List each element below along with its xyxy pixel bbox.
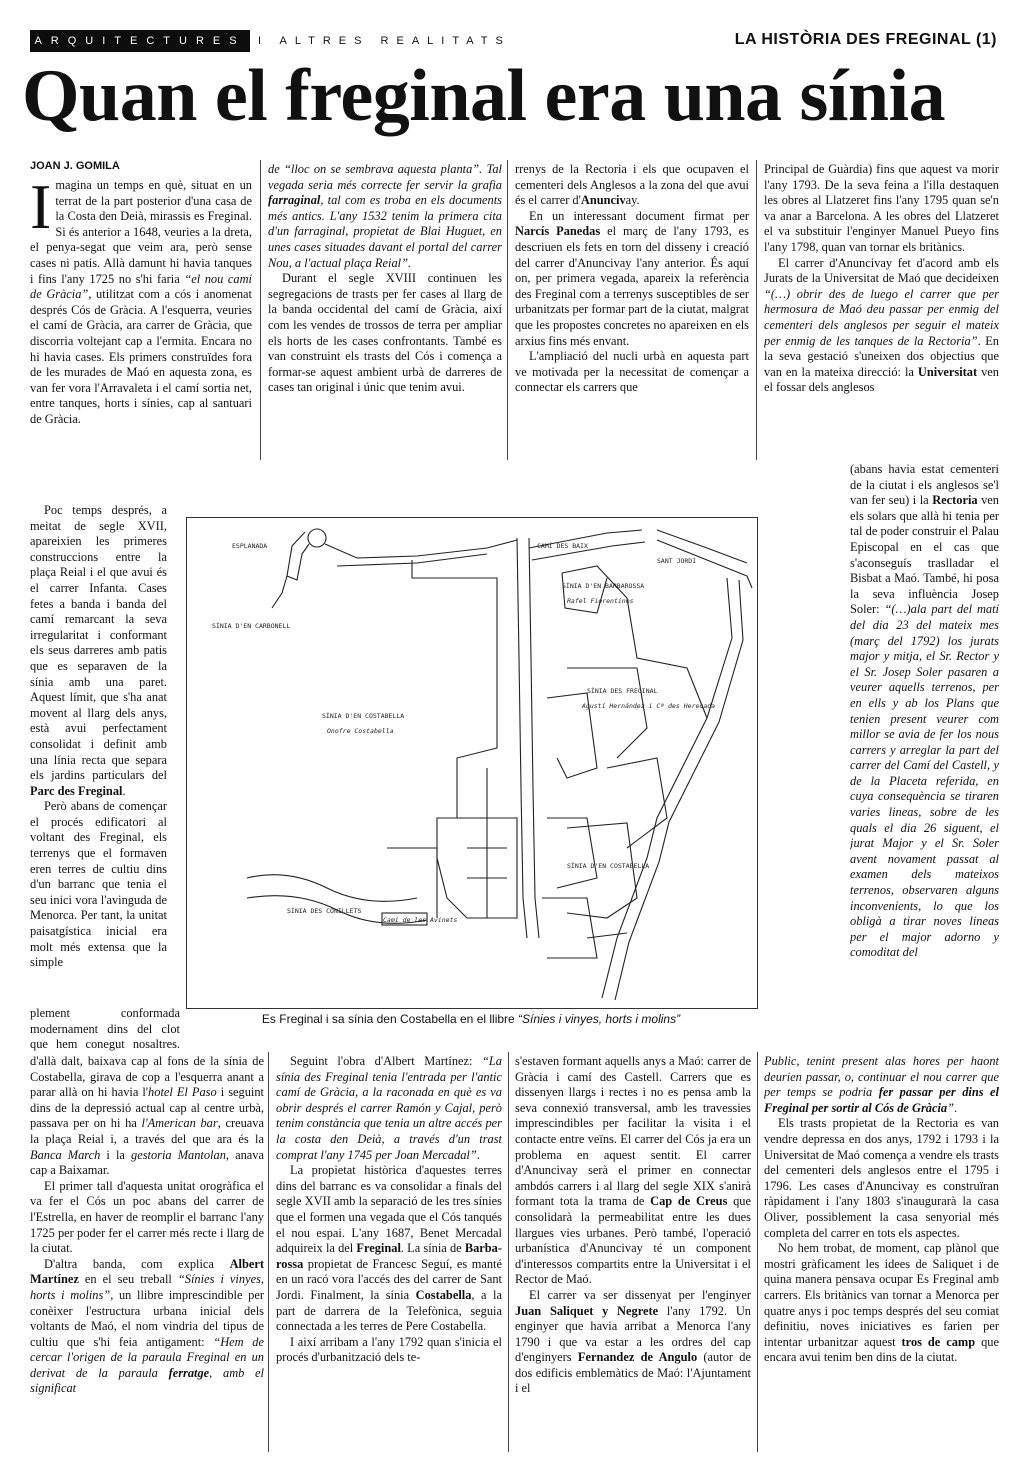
series-title: LA HISTÒRIA DES FREGINAL (1) [734, 31, 997, 48]
map-label-costabella-hand: Onofre Costabella [327, 727, 394, 735]
byline: JOAN J. GOMILA [30, 160, 120, 172]
column-1-bottom: d'allà dalt, baixava cap al fons de la sínia de Costabella, girava de cop a l'esquerra anant a parar allà on hi havia l'hotel El Paso i seguint dins de la depressió actual cap al centre urbà, passava per on hi ha l'American bar, creuava la plaça Reial i, a través del que ara és la Banca March i la gestoria Mantolan, anava cap a Baixamar. El primer tall d'aquesta unitat orogràfica el va fer el Cós un poc abans del carrer de l'Estrella, en haver de reomplir el barranc l'any 1725 per poder fer el carrer més recte i llarg de la ciutat. D'altra banda, com explica Albert Martínez en el seu treball “Sínies i vinyes, horts i molins”, un llibre imprescindible per conèixer l'estructura urbana inicial dels voltants de Maó, el nom vindria del tipus de cultiu que s'hi feia antigament: “Hem de cercar l'origen de la paraula Freginal en un derivat de la paraula ferratge, amb el significat [30, 1054, 264, 1396]
column-rule [268, 1052, 269, 1452]
map-label-esplanada: ESPLANADA [232, 542, 268, 550]
column-1-wrap: plement conformada modernament dins del clot que hem conegut nosaltres. [30, 1006, 180, 1052]
section-label: ARQUITECTURES [30, 30, 250, 52]
column-4-narrow: (abans havia estat cementeri de la ciutat i els anglesos se'l van fer seu) i la Rectoria ven els solars que allà hi tenia per tal de poder construir el Palau Episcopal en el cas que s'aconseguís traslladar el Bisbat a Maó. També, hi posa la seva influència Josep Soler: “(…)ala part del matí del dia 23 del mateix mes (març del 1792) los jurats major y mitja, el Sr. Rector y el Sr. Josep Soler pasaren a veurer aquells terrenos, per en ells y ab los Plans que tenien present veurer com millor se avia de fer los nous carrers y arreglar la part del carrer del Camí del Castell, y de la Placeta referida, en cuya consequència se tiraren varies lineas, sobre de les quals el dia 26 siguent, el jurat Major y el Sr. Soler avent novament passat al examen dels mateixos terrenos, observaren alguns inconvenients, lo que los obligà a tirar noves lineas per el major adorno y comoditat del [850, 462, 999, 960]
column-1-top: Imagina un temps en què, situat en un terrat de la part posterior d'una casa de la Costa den Deià, mirassis es Freginal. Si és anterior a 1648, veuries a la dreta, el penya-segat que veim ara, però sense cases ni patis. Allà damunt hi havia tanques i fins l'any 1725 no s'hi faria “el nou camí de Gràcia”, utilitzat com a cós i anomenat després Cós de Gràcia. A l'esquerra, veuries el camí de Gràcia, ara carrer de Gràcia, que discorria voltejant cap a l'ermita. Encara no hi havia cases. Els primers construïdes fora de les murades de Maó en aquesta zona, es van fer vora l'Arravaleta i el camí sortia net, entre tanques, horts i sínies, cap al santuari de Gràcia. [30, 178, 252, 426]
column-rule [756, 160, 757, 460]
column-rule [757, 1052, 758, 1452]
caption-book-title: “Sínies i vinyes, horts i molins” [518, 1012, 681, 1026]
map-label-sinia-costa: SÍNIA D'EN COSTABELLA [567, 862, 650, 870]
column-3-bottom: s'estaven formant aquells anys a Maó: carrer de Gràcia i camí des Castell. Carrers que es dissenyen llargs i rectes i no es pensa amb la seva connexió transversal, amb les travessies imprescindibles per facilitar la visita i el contacte entre veïns. El carrer del Cós ja era un problema en aquest sentit. El carrer d'Anuncivay serà el primer en connectar ambdós carrers i al llarg del segle XIX s'anirà formant tota la trama de Cap de Creus que consolidarà la permeabilitat entre les dues llargues vies urbanes. Però també, l'operació urbanística d'Anuncivay té un component d'interessos compartits entre la Universitat i el Rector de Maó. El carrer va ser dissenyat per l'enginyer Juan Saliquet y Negrete l'any 1792. Un enginyer que havia arribat a Menorca l'any 1790 i que va estar a les ordres del cap d'enginyers Fernandez de Angulo (autor de dos edificis emblemàtics de Maó: l'Ajuntament i el [515, 1054, 751, 1396]
map-label-freginal-hand: Agustí Hernández i Cª des Hereuada [582, 702, 716, 710]
freginal-map [187, 518, 757, 1008]
map-label-cami-baix: CAMÍ DES BAIX [537, 542, 588, 550]
map-label-sant-jordi: SANT JORDI [657, 557, 697, 565]
column-2-bottom: Seguint l'obra d'Albert Martínez: “La sínia des Freginal tenia l'entrada per l'antic camí de Gràcia, a la raconada en què es va obrir després el carrer Ramón y Cajal, però tenim constància que tenia un altre accés per la costa den Deià, a través d'un trast comprat l'any 1745 per Joan Mercadal”. La propietat històrica d'aquestes terres dins del barranc es va consolidar a finals del segle XVII amb la separació de les tres sínies que el formen una vegada que el Cós tanqués el nou espai. L'any 1687, Benet Mercadal adquireix la del Freginal. La sínia de Barba-rossa propietat de Francesc Seguí, es manté en un racó vora l'accés des del carrer de Sant Jordi. Finalment, la sínia Costabella, a la part de darrera de la Telefònica, seguia connectada a les terres de Pere Costabella. I així arribam a l'any 1792 quan s'inicia el procés d'urbanització dels te- [276, 1054, 502, 1365]
column-rule [507, 160, 508, 460]
column-rule [508, 1052, 509, 1452]
map-label-cami-avinets: Camí de les Avinets [383, 916, 458, 924]
map-label-barbarossa-hand: Rafel Fiorentines [567, 597, 634, 605]
map-label-sinia-conillets: SÍNIA DES CONILLETS [287, 907, 362, 915]
column-2-top: de “lloc on se sembrava aquesta planta”. Tal vegada seria més correcte fer servir la grafia farraginal, tal com es troba en els documents més antics. L'any 1532 tenim la primera cita d'un farraginal, propietat de Blai Huguet, en unes cases situades davant el portal del carrer Nou, a l'actual plaça Reial”. Durant el segle XVIII continuen les segregacions de trasts per fer cases al llarg de la banda occidental del camí de Gràcia, així com les vendes de trossos de terra per ampliar els horts de les cases confrontants. També es van construint els trasts del Cós i comença a formar-se aquest ambient urbà de darreres de cases tan original i únic que tenim avui. [268, 162, 502, 395]
map-label-sinia-freginal: SÍNIA DES FREGINAL [587, 687, 658, 695]
map-caption [186, 1012, 756, 1027]
column-3-top: rrenys de la Rectoria i els que ocupaven el cementeri dels Anglesos a la zona del que avui és el carrer d'Anuncivay. En un interessant document firmat per Narcís Panedas el març de l'any 1793, es descriuen els fets en torn del disseny i creació del carrer d'Anuncivay l'any anterior. És aquí on, per primera vegada, apareix la referència des Freginal com a terrenys susceptibles de ser urbanitzats per formar part de la ciutat, malgrat que les propostes concretes no apareixen en els arxius fins més envant. L'ampliació del nucli urbà en aquesta part ve motivada per la necessitat de començar a connectar els carrers que [515, 162, 749, 395]
headline: Quan el freginal era una sínia [22, 55, 946, 137]
map-label-sinia-costabella: SÍNIA D'EN COSTABELLA [322, 712, 405, 720]
column-4-top: Principal de Guàrdia) fins que aquest va morir l'any 1793. De la seva feina a l'illa destaquen les obres al Llatzeret fins l'any 1795 quan se'n va anar a Barcelona. A les obres del Llatzeret el va substituir l'enginyer Manuel Pueyo fins l'any 1798, quan van tornar els britànics. El carrer d'Anuncivay fet d'acord amb els Jurats de la Universitat de Maó que decideixen “(…) obrir des de luego el carrer que per hermosura de Maó deu passar per enmig del cementeri dels anglesos per seguir el mateix per enmig de les tanques de la Rectoria”. En la seva gestació s'uneixen dos objectius que van en la mateixa direcció: la Universitat ven el fossar dels anglesos [764, 162, 999, 395]
column-rule [260, 160, 261, 460]
subsection-label: I ALTRES REALITATS [258, 35, 511, 47]
map-label-sinia-barbarossa: SÍNIA D'EN BARBAROSSA [562, 582, 645, 590]
map-figure [186, 517, 758, 1009]
map-label-sinia-carbonell: SÍNIA D'EN CARBONELL [212, 622, 291, 630]
caption-text: Es Freginal i sa sínia den Costabella en el llibre [261, 1012, 519, 1026]
column-1-narrow: Poc temps després, a meitat de segle XVII, apareixien les primeres construccions entre la plaça Reial i el que avui és el carrer Infanta. Cases fetes a banda i banda del camí remarcant la seva irregularitat i conformant els seus darreres amb patis que es separaven de la sínia amb una paret. Aquest límit, que s'ha anat movent al llarg dels anys, està avui perfectament consolidat i definit amb una línia recta que separa els jardins particulars del Parc des Freginal. Però abans de començar el procés edificatori al voltant des Freginal, els terrenys que el formaven eren terres de cultiu dins d'un barranc que tenia el seu inici vora l'avinguda de Menorca. Per tant, la unitat paisatgística inicial era molt més extensa que la simple [30, 503, 167, 970]
column-4-bottom: Public, tenint present alas hores per haont deurien passar, o, continuar el nou carrer que per temps se podria fer passar per dins el Freginal per sortir al Cós de Gràcia”. Els trasts propietat de la Rectoria es van vendre depressa en dos anys, 1792 i 1793 i la Universitat de Maó comença a vendre els trasts del cementeri dels anglesos entre el 1795 i 1796. Les cases d'Anuncivay es construïran ràpidament i l'any 1803 s'inaugurarà la casa Oliver, possiblement la casa senyorial més completa del carrer en tots els aspectes. No hem trobat, de moment, cap plànol que mostri gràficament les idees de Saliquet i de quina manera pensava ocupar Es Freginal amb carrers. Els britànics van tornar a Menorca per quatre anys i poc temps després del seu comiat definitiu, noves iniciatives es farien per intentar urbanitzar aquest tros de camp que encara avui tenim ben dins de la ciutat. [764, 1054, 999, 1365]
